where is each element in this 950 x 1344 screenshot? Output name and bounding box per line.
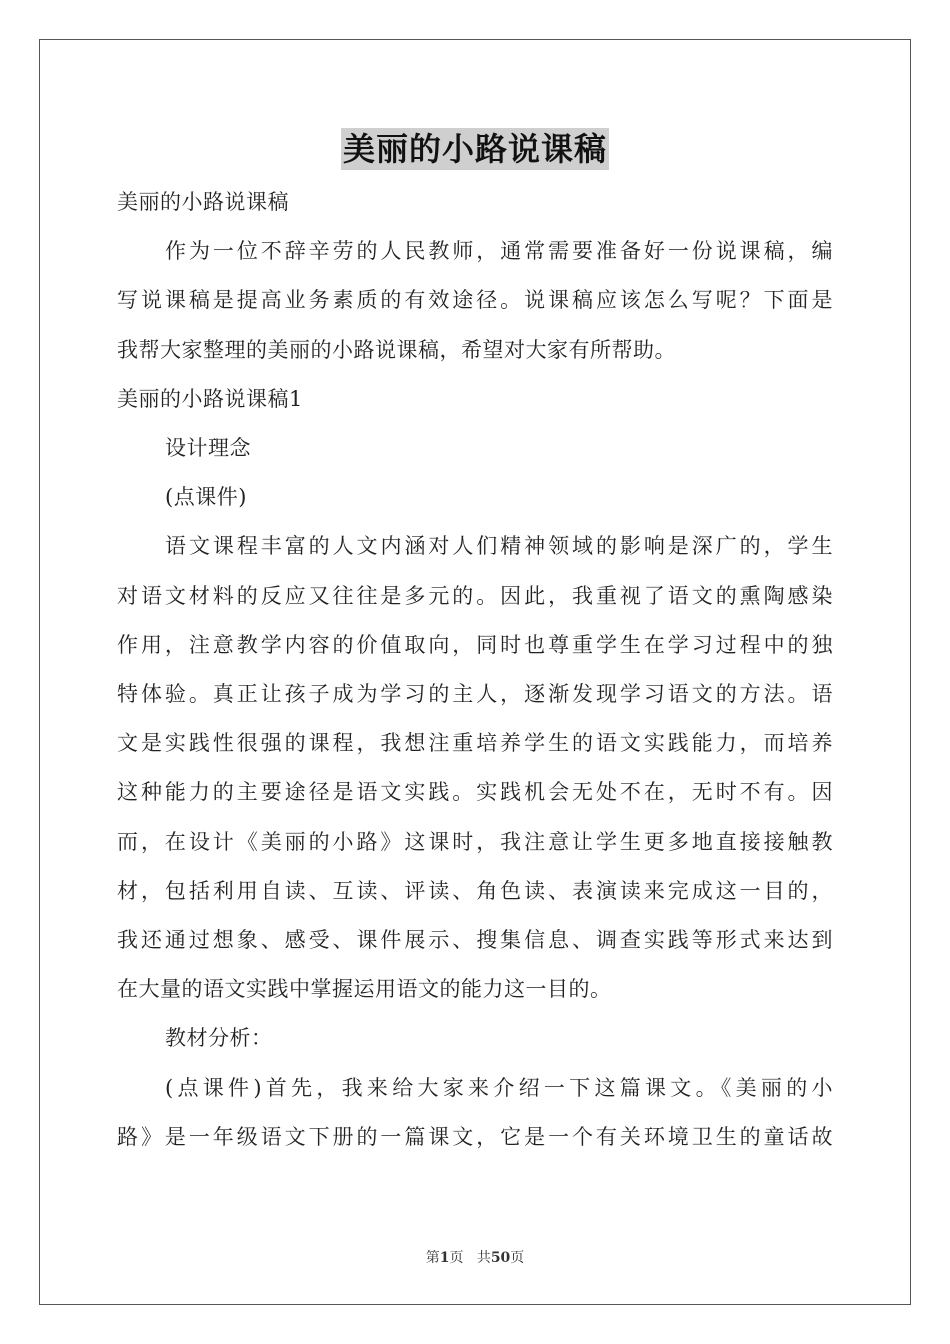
section-heading: 美丽的小路说课稿1: [117, 386, 303, 411]
footer-page-unit: 页: [449, 1250, 464, 1266]
document-body: [117, 178, 833, 1162]
document-title-text: 美丽的小路说课稿: [342, 130, 607, 168]
body-line: 语文课程丰富的人文内涵对人们精神领域的影响是深广的，学生: [165, 534, 833, 559]
body-line: 写说课稿是提高业务素质的有效途径。说课稿应该怎么写呢？下面是: [117, 288, 833, 313]
footer-total-unit: 页: [510, 1250, 525, 1266]
body-line: 这种能力的主要途径是语文实践。实践机会无处不在，无时不有。因: [117, 780, 833, 805]
body-line: 对语文材料的反应又往往是多元的。因此，我重视了语文的熏陶感染: [117, 583, 833, 608]
subsection-heading: 教材分析：: [165, 1026, 273, 1051]
body-line: 而，在设计《美丽的小路》这课时，我注意让学生更多地直接接触教: [117, 829, 833, 854]
body-line: 路》是一年级语文下册的一篇课文，它是一个有关环境卫生的童话故: [117, 1124, 833, 1149]
body-line: 美丽的小路说课稿: [117, 190, 289, 214]
body-line: 作为一位不辞辛劳的人民教师，通常需要准备好一份说课稿，编: [165, 239, 833, 264]
body-line: 我帮大家整理的美丽的小路说课稿，希望对大家有所帮助。: [117, 337, 676, 362]
body-line: 我还通过想象、感受、课件展示、搜集信息、调查实践等形式来达到: [117, 928, 833, 953]
body-line: 作用，注意教学内容的价值取向，同时也尊重学生在学习过程中的独: [117, 632, 833, 657]
body-line: (点课件)首先，我来给大家来介绍一下这篇课文。《美丽的小: [165, 1075, 833, 1100]
body-line: 特体验。真正让孩子成为学习的主人，逐渐发现学习语文的方法。语: [117, 682, 833, 707]
footer-prefix: 第: [425, 1250, 440, 1266]
total-pages-number: 50: [490, 1250, 511, 1266]
body-line: (点课件): [165, 485, 247, 510]
footer-total-prefix: 共: [476, 1250, 491, 1266]
body-line: 材，包括利用自读、互读、评读、角色读、表演读来完成这一目的，: [117, 878, 833, 903]
current-page-number: 1: [439, 1250, 450, 1266]
subsection-heading: 设计理念: [165, 436, 251, 461]
page-footer: [0, 1247, 950, 1267]
document-title: [0, 128, 950, 170]
body-line: 在大量的语文实践中掌握运用语文的能力这一目的。: [117, 977, 612, 1002]
body-line: 文是实践性很强的课程，我想注重培养学生的语文实践能力，而培养: [117, 731, 833, 756]
